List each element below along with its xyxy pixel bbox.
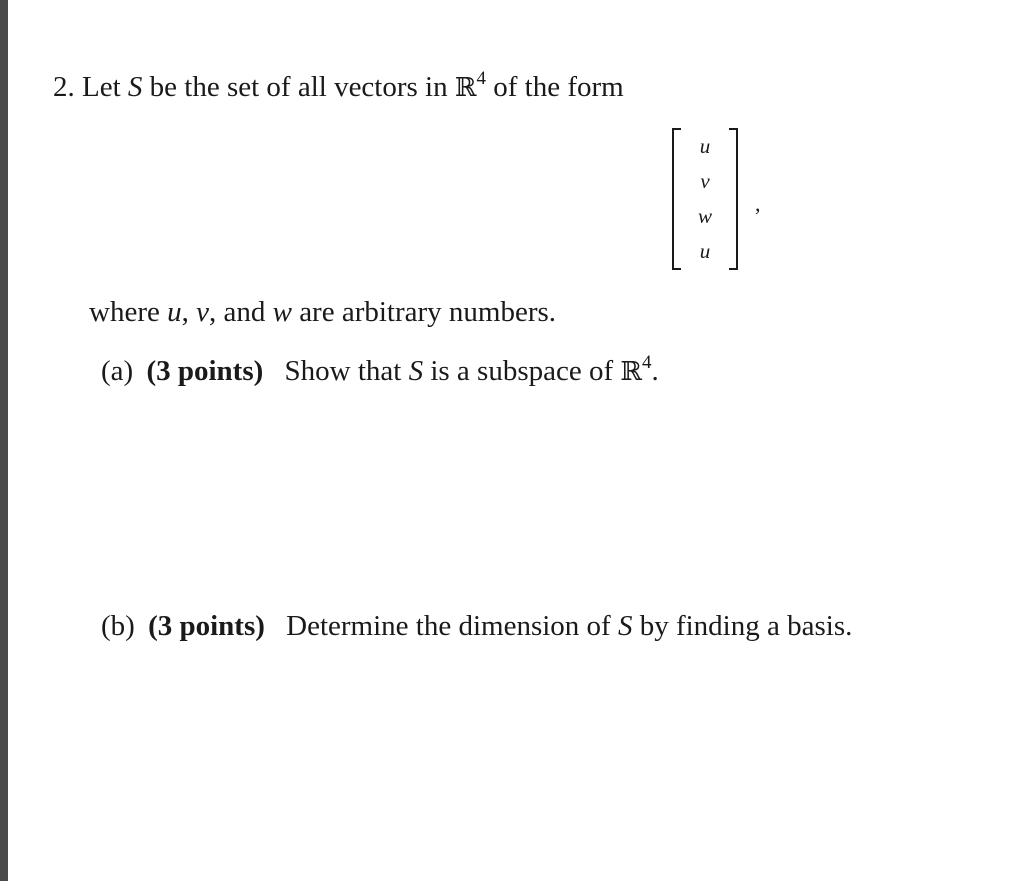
part-b	[101, 612, 852, 641]
vector-entry-3: w	[697, 204, 712, 228]
part-a-space-symbol: ℝ	[620, 357, 642, 387]
part-b-text-post: by finding a basis.	[639, 610, 853, 642]
part-a-space-exponent: 4	[642, 352, 652, 373]
vector-entry-1: u	[699, 134, 711, 158]
where-sep2: , and	[208, 296, 266, 328]
problem-statement	[53, 68, 624, 103]
part-a-text-pre: Show that	[284, 355, 402, 387]
part-a-set-symbol: S	[408, 355, 424, 387]
intro-post: of the form	[493, 71, 624, 103]
part-a-points: (3 points)	[146, 355, 264, 387]
part-b-points: (3 points)	[148, 610, 265, 642]
vector-comma: ,	[755, 191, 761, 216]
part-b-label: (b)	[101, 610, 135, 642]
where-clause	[89, 298, 556, 327]
vector-entry-2: v	[700, 169, 710, 193]
space-symbol: ℝ	[454, 73, 477, 103]
set-symbol: S	[127, 71, 143, 103]
where-post: are arbitrary numbers.	[299, 296, 557, 328]
where-pre: where	[89, 296, 160, 328]
part-a-text-post: .	[651, 355, 659, 387]
column-vector	[668, 124, 742, 269]
intro-mid: be the set of all vectors in	[149, 71, 448, 103]
part-b-text-pre: Determine the dimension of	[286, 610, 611, 642]
page-left-border	[0, 0, 8, 881]
var-w: w	[272, 296, 292, 328]
part-b-set-symbol: S	[617, 610, 633, 642]
vector-entry-4: u	[699, 239, 711, 263]
part-a-text-mid: is a subspace of	[430, 355, 614, 387]
where-sep1: ,	[181, 296, 189, 328]
part-a	[101, 352, 659, 387]
var-u: u	[167, 296, 182, 328]
problem-number: 2.	[53, 71, 75, 103]
var-v: v	[196, 296, 209, 328]
space-exponent: 4	[476, 68, 486, 89]
part-a-label: (a)	[101, 355, 134, 387]
intro-pre: Let	[82, 71, 121, 103]
